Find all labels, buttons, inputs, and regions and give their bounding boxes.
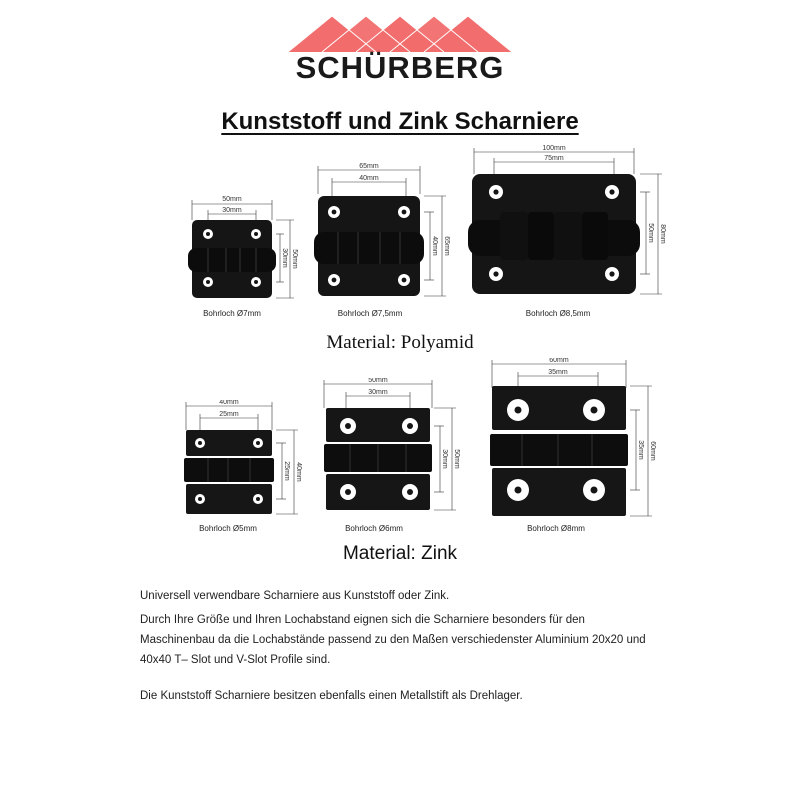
dim-width-inner: 30mm bbox=[368, 389, 388, 396]
dim-width-inner: 75mm bbox=[544, 155, 564, 162]
hinge-caption: Bohrloch Ø8mm bbox=[527, 524, 585, 533]
section-heading-polyamid: Material: Polyamid bbox=[326, 332, 474, 353]
hinge-polyamid-7mm bbox=[180, 190, 310, 310]
dim-width-inner: 25mm bbox=[219, 411, 239, 418]
hinge-caption: Bohrloch Ø5mm bbox=[199, 524, 257, 533]
dim-width-inner: 30mm bbox=[222, 207, 242, 214]
dim-height-outer: 50mm bbox=[453, 449, 460, 469]
hinge-caption: Bohrloch Ø8,5mm bbox=[525, 309, 591, 318]
dim-height-outer: 65mm bbox=[443, 236, 450, 256]
description-line-1: Universell verwendbare Scharniere aus Kunststoff oder Zink. bbox=[140, 590, 450, 602]
dim-height-inner: 35mm bbox=[637, 440, 644, 460]
brand-logo-icon bbox=[288, 14, 512, 54]
dim-height-inner: 50mm bbox=[647, 223, 654, 243]
dim-height-inner: 40mm bbox=[431, 236, 438, 256]
dim-height-outer: 80mm bbox=[659, 224, 666, 244]
hinge-zink-6mm bbox=[318, 378, 468, 518]
hinge-zink-8mm bbox=[486, 358, 666, 523]
dim-width-outer: 50mm bbox=[368, 378, 388, 384]
hinge-polyamid-8-5mm bbox=[464, 144, 674, 304]
dim-height-outer: 60mm bbox=[649, 441, 656, 461]
hinge-caption: Bohrloch Ø7mm bbox=[203, 309, 261, 318]
hinge-caption: Bohrloch Ø6mm bbox=[345, 524, 403, 533]
dim-width-inner: 40mm bbox=[359, 175, 379, 182]
section-heading-zink: Material: Zink bbox=[342, 543, 458, 564]
page-title: Kunststoff und Zink Scharniere bbox=[221, 108, 579, 135]
hinge-polyamid-7-5mm bbox=[308, 160, 458, 310]
dim-width-outer: 100mm bbox=[542, 145, 566, 152]
dim-height-inner: 30mm bbox=[281, 248, 288, 268]
dim-width-outer: 50mm bbox=[222, 196, 242, 203]
hinge-zink-5mm bbox=[178, 400, 318, 520]
description-line-3: Die Kunststoff Scharniere besitzen ebenfalls einen Metallstift als Drehlager. bbox=[140, 690, 523, 702]
dim-height-outer: 40mm bbox=[295, 462, 302, 482]
dim-height-inner: 25mm bbox=[283, 461, 290, 481]
dim-height-inner: 30mm bbox=[441, 449, 448, 469]
description-line-2: Durch Ihre Größe und Ihren Lochabstand eignen sich die Scharniere besonders für den Maschinenbau da die Lochabstände passend zu den Maßen verschiedenster Aluminium 20x20 und 40x40 T– Slot und V-Slot Profile sind. bbox=[140, 614, 646, 666]
dim-height-outer: 50mm bbox=[291, 249, 298, 269]
brand-name: SCHÜRBERG bbox=[295, 50, 505, 85]
dim-width-inner: 35mm bbox=[548, 369, 568, 376]
dim-width-outer: 65mm bbox=[359, 163, 379, 170]
hinge-caption: Bohrloch Ø7,5mm bbox=[337, 309, 403, 318]
dim-width-outer: 40mm bbox=[219, 400, 239, 406]
dim-width-outer: 60mm bbox=[549, 358, 569, 364]
